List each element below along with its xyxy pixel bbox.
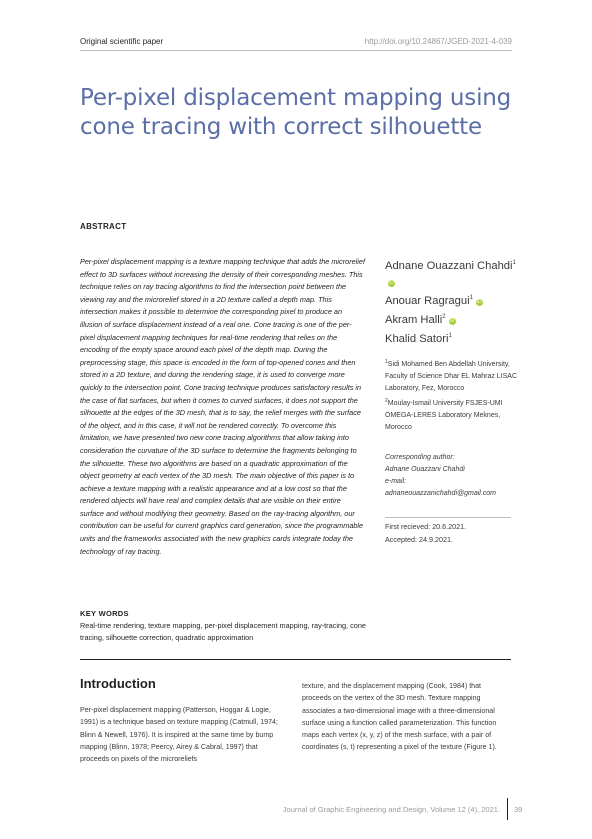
doi-link[interactable]: http://doi.org/10.24867/JGED-2021-4-039 [364,37,512,46]
introduction-heading: Introduction [80,676,156,691]
header-divider [80,50,512,51]
introduction-column-2: texture, and the displacement mapping (Cook, 1984) that proceeds on the vertex of the 3D mesh. Texture mapping associates a two-dimensional image with a three-dimensional surface using a function called parameterization. This function maps each vertex (x, y, z) of the mesh surface, with a pair of coordinates (s, t) representing a pixel of the texture (Figure 1). [302,682,497,752]
dates [385,521,525,546]
footer-divider [507,798,508,820]
author-affil-sup: 1 [448,333,452,339]
author-2 [385,290,525,309]
page-number: 39 [514,805,523,814]
author-affil-sup: 1 [512,260,516,266]
article-category: Original scientific paper [80,37,164,46]
author-name: Akram Halli [385,314,443,326]
orcid-icon[interactable]: iD [389,280,394,286]
orcid-icon[interactable]: iD [449,318,455,324]
author-name: Khalid Satori [385,333,449,345]
section-divider [80,659,511,660]
orcid-icon[interactable]: iD [477,299,482,305]
paper-title: Per-pixel displacement mapping using cone tracing with correct silhouette [80,85,512,140]
introduction-column-1: Per-pixel displacement mapping (Patterson, Hoggar & Logie, 1991) is a technique based on texture mapping (Catmull, 1974; Blinn & Newell, 1976). It is inspired at the same time by bump mapping (Blinn, 1978; Peercy, Airey & Cabral, 1997) that proceeds on pixels of the microreliefs [80,706,278,764]
affiliation-sup: 2 [385,398,388,404]
corresponding-author [385,452,525,500]
keywords-heading: KEY WORDS [80,609,129,618]
affiliation-text: Sidi Mohamed Ben Abdellah University, Faculty of Science Dhar EL Mahraz LISAC Laboratory, Fez, Morocco [385,361,518,392]
abstract-heading: ABSTRACT [80,222,127,231]
received-date: First recieved: 20.6.2021. [385,522,467,531]
affiliations [385,356,525,434]
author-name: Adnane Ouazzani Chahdi [385,260,513,272]
accepted-date: Accepted: 24.9.2021. [385,534,453,544]
affiliation-1 [385,356,525,395]
author-name: Anouar Ragragui [385,295,470,307]
email-label: e-mail: [385,478,407,485]
author-4 [385,328,525,347]
email-link[interactable]: adnaneouazzanichahdi@gmail.com [385,490,497,497]
author-affil-sup: 1 [469,295,473,301]
author-1 [385,255,525,290]
abstract-text: Per-pixel displacement mapping is a texture mapping technique that adds the microrelief effect to 3D surfaces without increasing the density of their corresponding meshes. This technique relies on ray tracing algorithms to find the intersection point between the viewing ray and the microrelief stored in a 2D texture called a depth map. This intersection makes it possible to determine the corresponding pixel to produce an illusion of surface displacement instead of a real one. Cone tracing is one of the per-pixel displacement mapping techniques for real-time rendering that relies on the encoding of the empty space around each pixel of the depth map. During the preprocessing stage, this space is encoded in the form of top-opened cones and then stored in a 2D texture, and during the rendering stage, it is used to converge more quickly to the intersection point. Cone tracing technique produces satisfactory results in the case of flat surfaces, but when it comes to curved surfaces, it does not support the silhouette at the edges of the 3D mesh, that is to say, the relief merges with the surface of the object, and in this case, it will not be rendered correctly. To overcome this limitation, we have presented two new cone tracing algorithms that allow taking into consideration the curvature of the 3D surface to determine the fragments belonging to the silhouette. These two algorithms are based on a quadratic approximation of the object geometry at each vertex of the 3D mesh. The main objective of this paper is to achieve a texture mapping with a realistic appearance and at a low cost so that the rendered objects will have real and complex details that are visible on their entire surface and without modifying their geometry. Based on the ray-tracing algorithm, our contribution can be useful for current graphics card generation, since the programmable units and the frameworks associated with the new graphics cards integrate today the technology of ray tracing. [80,257,366,556]
affiliation-text: Moulay-Ismail University FSJES-UMI OMEGA-LERES Laboratory Meknes, Morocco [385,400,503,431]
author-affil-sup: 2 [442,314,446,320]
corresponding-name: Adnane Ouazzani Chahdi [385,466,465,473]
author-3 [385,309,525,328]
keywords-text: Real-time rendering, texture mapping, per-pixel displacement mapping, ray-tracing, cone tracing, silhouette correction, quadratic approximation [80,621,366,642]
journal-footer: Journal of Graphic Engineering and Design, Volume 12 (4), 2021. [282,805,500,814]
corresponding-label: Corresponding author: [385,454,455,461]
affiliation-sup: 1 [385,359,388,365]
author-list [385,255,525,347]
dates-divider [385,517,511,518]
affiliation-2 [385,395,525,434]
